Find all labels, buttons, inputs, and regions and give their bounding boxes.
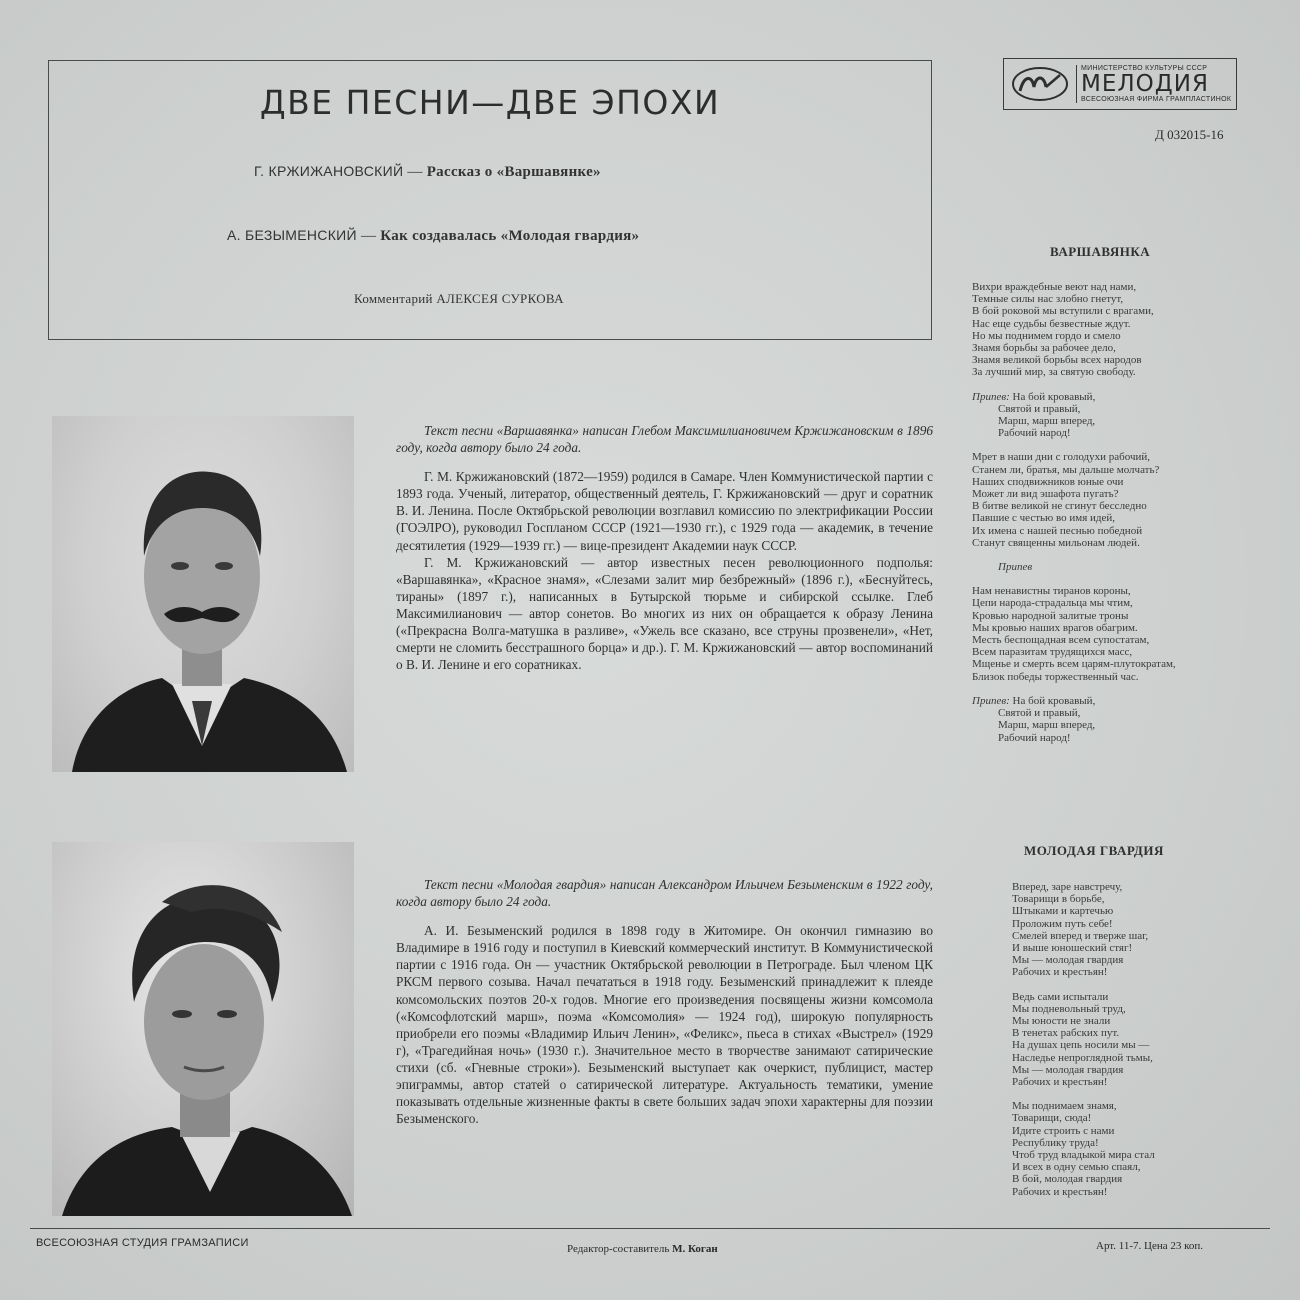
bio-intro: Текст песни «Варшавянка» написан Глебом Максимилиановичем Кржижановским в 1896 году, когда автору было 24 года. [396, 423, 933, 456]
lyric-line: Мщенье и смерть всем царям-плутократам, [972, 658, 1176, 671]
credit-separator: — [403, 164, 427, 180]
lyric-line: Нас еще судьбы безвестные ждут. [972, 317, 1131, 330]
lyric-line: Станут священны мильонам людей. [972, 536, 1140, 549]
album-title: ДВЕ ПЕСНИ—ДВЕ ЭПОХИ [259, 83, 721, 122]
bio-paragraph: Г. М. Кржижановский (1872—1959) родился в Самаре. Член Коммунистической партии с 1893 года. Ученый, литератор, общественный деятель, Г. Кржижановский — друг и соратник В. И. Ленина. После Октябрьской революции возглавил комиссию по электрификации России (ГОЭЛРО), руководил Госпланом СССР (1921—1930 гг.), с 1929 года — академик, в течение десятилетия (1929—1939 гг.) — вице-президент Академии наук СССР. [396, 469, 933, 553]
lyric-line: Марш, марш вперед, [998, 719, 1096, 732]
lyric-line: В битве великой не сгинут бесследно [972, 500, 1147, 513]
lyric-line: Товарищи, сюда! [1012, 1112, 1092, 1125]
lyric-line: Знамя борьбы за рабочее дело, [972, 342, 1116, 355]
credit-work: Рассказ о «Варшавянке» [426, 164, 601, 180]
lyric-line: Цепи народа-страдальца мы чтим, [972, 597, 1133, 610]
credit-author: Г. КРЖИЖАНОВСКИЙ [254, 163, 404, 179]
lyric-line: Вихри враждебные веют над нами, [972, 281, 1137, 293]
lyric-line: И выше юношеский стяг! [1012, 942, 1133, 955]
stanza [1012, 991, 1272, 1089]
credit-separator: — [356, 228, 381, 244]
melodiya-logo [1003, 58, 1237, 110]
lyric-line: В бой роковой мы вступили с врагами, [972, 305, 1154, 318]
lyric-line: Но мы поднимем гордо и смело [972, 329, 1121, 342]
lyric-line: Месть беспощадная всем супостатам, [972, 634, 1150, 647]
lyric-line: Вперед, заре навстречу, [1012, 881, 1123, 893]
bio-krzhizhanovsky [396, 422, 933, 673]
title-box [48, 60, 932, 340]
lyric-line: Станем ли, братья, мы дальше молчать? [972, 463, 1160, 476]
lyric-line: В бой, молодая гвардия [1012, 1173, 1123, 1186]
refrain-label: Припев [998, 561, 1033, 574]
bio-intro: Текст песни «Молодая гвардия» написан Александром Ильичем Безыменским в 1922 году, когда автору было 24 года. [396, 877, 933, 910]
lyric-line: Знамя великой борьбы всех народов [972, 354, 1142, 367]
song-title-molodaya-gvardiya: МОЛОДАЯ ГВАРДИЯ [1024, 843, 1164, 858]
lyric-line: Мрет в наши дни с голодухи рабочий, [972, 451, 1151, 464]
credit-bezymensky [227, 227, 639, 245]
footer-studio: ВСЕСОЮЗНАЯ СТУДИЯ ГРАМЗАПИСИ [36, 1237, 249, 1249]
lyric-line: Темные силы нас злобно гнетут, [972, 293, 1124, 306]
lyric-line: Их имена с нашей песнью победной [972, 524, 1143, 537]
stanza [972, 281, 1272, 379]
refrain-label: Припев: [972, 694, 1010, 707]
refrain [972, 695, 1272, 744]
lyric-line: Чтоб труд владыкой мира стал [1012, 1149, 1155, 1162]
bio-paragraph: А. И. Безыменский родился в 1898 году в Житомире. Он окончил гимназию во Владимире в 1916 году и поступил в Киевский коммерческий институт. В Коммунистической партии с 1916 года. Он — участник Октябрьской революции в Петрограде. Был членом ЦК РКСМ первого созыва. Начал печататься в 1918 году. Безыменский принадлежит к плеяде комсомольских поэтов 20-х годов. Многие его произведения посвящены жизни комсомола («Комсофлотский марш», поэма «Комсомолия» — 1924 год), широкую популярность приобрели его поэмы «Владимир Ильич Ленин», «Феликс», пьеса в стихах «Выстрел» (1929 г), «Трагедийная ночь» (1930 г.). Значительное место в творчестве занимают сатирические стихи (сб. «Гневные строки»). Безыменский выступает как очеркист, публицист, мастер эпиграммы, автор статей о сатирической литературе. Актуальность тематики, умение показывать отдельные жизненные факты в свете больших задач эпохи характерны для поэзии Безыменского. [396, 923, 933, 1127]
lyric-line: Святой и правый, [998, 707, 1081, 720]
lyrics-molodaya-gvardiya [1012, 881, 1272, 1210]
portrait-krzhizhanovsky [52, 416, 354, 772]
lyric-line: Наследье непроглядной тьмы, [1012, 1051, 1153, 1064]
footer-price: Арт. 11-7. Цена 23 коп. [1096, 1240, 1204, 1252]
lyric-line: Нам ненавистны тиранов короны, [972, 585, 1131, 598]
lyric-line: В тенетах рабских пут. [1012, 1027, 1120, 1040]
lyric-line: Рабочий народ! [998, 427, 1071, 440]
lyric-line: Всем паразитам трудящихся масс, [972, 646, 1133, 659]
footer-editor [567, 1243, 718, 1255]
lyric-line: Рабочих и крестьян! [1012, 966, 1108, 979]
logo-brand-name: МЕЛОДИЯ [1081, 71, 1209, 97]
refrain-text: На бой кровавый, [1012, 694, 1096, 707]
lyric-line: Мы поднимаем знамя, [1012, 1100, 1117, 1113]
lyric-line: Мы юности не знали [1012, 1015, 1111, 1028]
lyric-line: За лучший мир, за святую свободу. [972, 366, 1136, 379]
lyric-line [972, 694, 1272, 707]
lyric-line: Ведь сами испытали [1012, 990, 1109, 1003]
lyric-line: Марш, марш вперед, [998, 415, 1096, 428]
footer-divider [30, 1228, 1270, 1229]
lyric-line: Товарищи в борьбе, [1012, 893, 1105, 906]
editor-name: М. Коган [672, 1243, 718, 1255]
logo-text-block [1076, 65, 1232, 103]
credit-work: Как создавалась «Молодая гвардия» [380, 228, 640, 244]
lyric-line: Святой и правый, [998, 402, 1081, 415]
lyric-line: Смелей вперед и тверже шаг, [1012, 929, 1149, 942]
logo-ministry: МИНИСТЕРСТВО КУЛЬТУРЫ СССР [1081, 65, 1208, 72]
lyric-line: Близок победы торжественный час. [972, 670, 1139, 683]
stanza [1012, 1100, 1272, 1198]
commentary-credit: Комментарий АЛЕКСЕЯ СУРКОВА [354, 291, 564, 306]
refrain-label: Припев: [972, 390, 1010, 403]
lyric-line: И всех в одну семью спаял, [1012, 1161, 1141, 1174]
bio-bezymensky [396, 876, 933, 1127]
catalog-number: Д 032015-16 [1155, 127, 1224, 142]
lyric-line: Кровью народной залитые троны [972, 609, 1129, 622]
lyrics-varshavyanka [972, 281, 1272, 756]
lyric-line: Штыками и картечью [1012, 905, 1114, 918]
bio-paragraph: Г. М. Кржижановский — автор известных песен революционного подполья: «Варшавянка», «Красное знамя», «Слезами залит мир безбрежный» (1896 г.), «Беснуйтесь, тираны» (1897 г.), написанных в Бутырской тюрьме и сибирской ссылке. Глеб Максимилианович — автор сонетов. Во многих из них он обращается к образу Ленина («Прекрасна Волга-матушка в разливе», «Ужель все сказано, все струны прозвенели», «Нет, смерти не сломить бесстрашного борца» и др.). Г. М. Кржижановский — автор воспоминаний о В. И. Ленине и его соратниках. [396, 554, 933, 673]
lyric-line: Наших сподвижников юные очи [972, 475, 1124, 488]
lyric-line: Рабочих и крестьян! [1012, 1076, 1108, 1089]
lyric-line: Республику труда! [1012, 1136, 1099, 1149]
stanza [1012, 881, 1272, 979]
portrait-bezymensky [52, 842, 354, 1216]
melodiya-logo-icon [1010, 65, 1070, 103]
lyric-line: Проложим путь себе! [1012, 917, 1113, 930]
credit-krzhizhanovsky [254, 163, 601, 181]
refrain [972, 391, 1272, 440]
song-title-varshavyanka: ВАРШАВЯНКА [1050, 244, 1151, 259]
lyric-line: На душах цепь носили мы — [1012, 1039, 1150, 1052]
stanza [972, 451, 1272, 549]
credit-author: А. БЕЗЫМЕНСКИЙ [227, 227, 357, 243]
lyric-line: Мы — молодая гвардия [1012, 954, 1124, 967]
lyric-line: Идите строить с нами [1012, 1124, 1115, 1137]
lyric-line: Павшие с честью во имя идей, [972, 512, 1116, 525]
editor-label: Редактор-составитель [567, 1243, 673, 1255]
stanza [972, 585, 1272, 683]
refrain-text: На бой кровавый, [1012, 390, 1096, 403]
lyric-line: Рабочих и крестьян! [1012, 1185, 1108, 1198]
lyric-line: Рабочий народ! [998, 731, 1071, 744]
lyric-line [972, 390, 1272, 403]
logo-company: ВСЕСОЮЗНАЯ ФИРМА ГРАМПЛАСТИНОК [1081, 96, 1232, 103]
lyric-line: Мы подневольный труд, [1012, 1002, 1126, 1015]
lyric-line: Может ли вид эшафота пугать? [972, 488, 1119, 501]
lyric-line: Мы — молодая гвардия [1012, 1063, 1124, 1076]
lyric-line: Мы кровью наших врагов обагрим. [972, 621, 1138, 634]
